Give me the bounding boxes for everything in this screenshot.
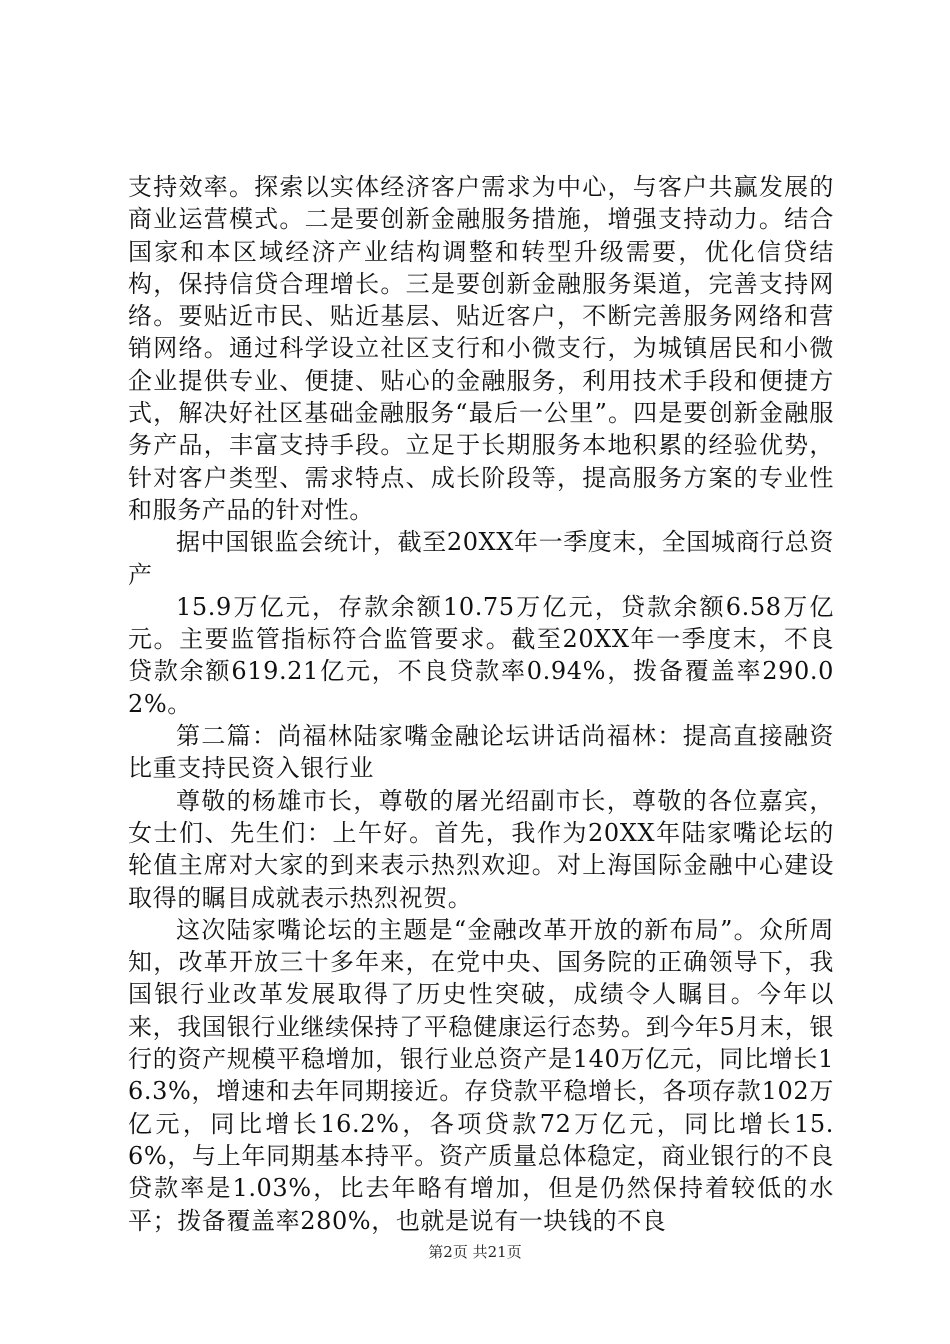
body-paragraph: 据中国银监会统计，截至20XX年一季度末，全国城商行总资产 — [128, 528, 834, 589]
body-paragraph: 这次陆家嘴论坛的主题是“金融改革开放的新布局”。众所周知，改革开放三十多年来，在党中央、国务院的正确领导下，我国银行业改革发展取得了历史性突破，成绩令人瞩目。今年以来，我国银行业继续保持了平稳健康运行态势。到今年5月末，银行的资产规模平稳增加，银行业总资产是140万亿元，同比增长16.3%，增速和去年同期接近。存贷款平稳增长，各项存款102万亿元，同比增长16.2%，各项贷款72万亿元，同比增长15.6%，与上年同期基本持平。资产质量总体稳定，商业银行的不良贷款率是1.03%，比去年略有增加，但是仍然保持着较低的水平；拨备覆盖率280%，也就是说有一块钱的不良 — [128, 915, 834, 1235]
document-body — [128, 171, 834, 1237]
page-footer: 第2页 共21页 — [428, 1243, 522, 1261]
body-paragraph: 15.9万亿元，存款余额10.75万亿元，贷款余额6.58万亿元。主要监管指标符合监管要求。截至20XX年一季度末，不良贷款余额619.21亿元，不良贷款率0.94%，拨备覆盖率290.02%。 — [128, 592, 834, 718]
section-heading: 第二篇：尚福林陆家嘴金融论坛讲话尚福林：提高直接融资比重支持民资入银行业 — [128, 722, 834, 783]
body-paragraph: 尊敬的杨雄市长，尊敬的屠光绍副市长，尊敬的各位嘉宾，女士们、先生们：上午好。首先，我作为20XX年陆家嘴论坛的轮值主席对大家的到来表示热烈欢迎。对上海国际金融中心建设取得的瞩目成就表示热烈祝贺。 — [128, 786, 834, 912]
body-paragraph: 支持效率。探索以实体经济客户需求为中心，与客户共赢发展的商业运营模式。二是要创新金融服务措施，增强支持动力。结合国家和本区域经济产业结构调整和转型升级需要，优化信贷结构，保持信贷合理增长。三是要创新金融服务渠道，完善支持网络。要贴近市民、贴近基层、贴近客户，不断完善服务网络和营销网络。通过科学设立社区支行和小微支行，为城镇居民和小微企业提供专业、便捷、贴心的金融服务，利用技术手段和便捷方式，解决好社区基础金融服务“最后一公里”。四是要创新金融服务产品，丰富支持手段。立足于长期服务本地积累的经验优势，针对客户类型、需求特点、成长阶段等，提高服务方案的专业性和服务产品的针对性。 — [128, 173, 834, 524]
